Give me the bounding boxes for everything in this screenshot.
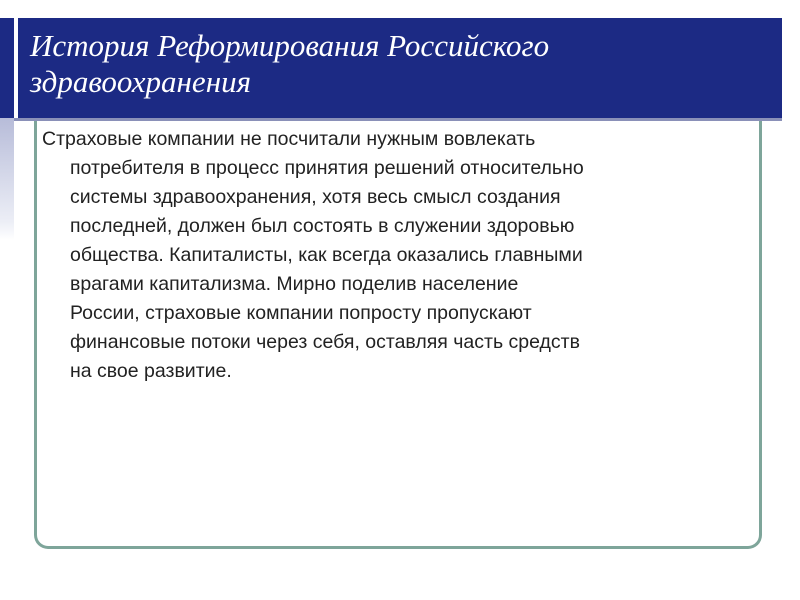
left-accent-divider: [14, 18, 16, 118]
body-line-3: системы здравоохранения, хотя весь смысл создания: [70, 186, 561, 208]
slide-title-line-1: История Реформирования Российского: [30, 28, 550, 63]
body-line-5: общества. Капиталисты, как всегда оказались главными: [70, 244, 583, 266]
body-line-6: врагами капитализма. Мирно поделив население: [70, 273, 519, 295]
body-line-1: Страховые компании не посчитали нужным вовлекать: [42, 128, 536, 150]
body-line-8: финансовые потоки через себя, оставляя часть средств: [70, 331, 580, 353]
title-band: [18, 18, 782, 118]
body-line-2: потребителя в процесс принятия решений относительно: [70, 157, 584, 179]
slide-title-line-2: здравоохранения: [30, 64, 251, 99]
left-accent-bar-dark: [0, 18, 14, 118]
slide-title: [30, 28, 782, 100]
body-line-9: на свое развитие.: [70, 360, 232, 382]
body-line-7: России, страховые компании попросту пропускают: [70, 302, 532, 324]
body-line-4: последней, должен был состоять в служении здоровью: [70, 215, 575, 237]
left-accent-bar-light: [0, 118, 14, 240]
body-paragraph: [42, 125, 782, 386]
